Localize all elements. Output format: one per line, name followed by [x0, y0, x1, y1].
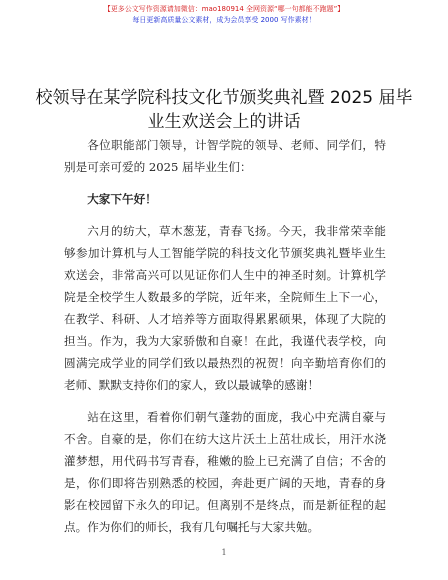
salutation: 各位职能部门领导，计智学院的领导、老师、同学们，特别是可亲可爱的 2025 届毕业生们：	[64, 138, 386, 174]
promo-banner	[0, 4, 448, 26]
promo-line-2: 每日更新高质量公文素材，成为会员享受 2000 写作素材！	[132, 16, 316, 24]
greeting: 大家下午好！	[87, 192, 157, 206]
paragraph-1: 六月的纺大，草木葱茏，青春飞扬。今天，我非常荣幸能够参加计算机与人工智能学院的科技文化节颁奖典礼暨毕业生欢送会，非常高兴可以见证你们人生中的神圣时刻。计算机学院是全校学生人数最多的学院，近年来，全院师生上下一心，在教学、科研、人才培养等方面取得累累硕果，体现了大院的担当。作为，我为大家骄傲和自豪！在此，我谨代表学校，向圆满完成学业的同学们致以最热烈的祝贺！向辛勤培育你们的老师、默默支持你们的家人，致以最诚挚的感谢！	[64, 224, 386, 392]
paragraph-2: 站在这里，看着你们朝气蓬勃的面庞，我心中充满自豪与不舍。自豪的是，你们在纺大这片沃土上茁壮成长，用汗水浇灌梦想，用代码书写青春，稚嫩的脸上已充满了自信；不舍的是，你们即将告别熟悉的校园，奔赴更广阔的天地，青春的身影在校园留下永久的印记。但离别不是终点，而是新征程的起点。作为你们的师长，我有几句嘱托与大家共勉。	[64, 410, 386, 534]
promo-line-1: 【更多公文写作资源请加微信：mao180914 全网资源“哪一句都能不跑题”】	[103, 5, 345, 13]
document-title: 校领导在某学院科技文化节颁奖典礼暨 2025 届毕业生欢送会上的讲话	[35, 88, 413, 132]
page-number: 1	[221, 548, 227, 557]
document-body	[64, 134, 386, 538]
